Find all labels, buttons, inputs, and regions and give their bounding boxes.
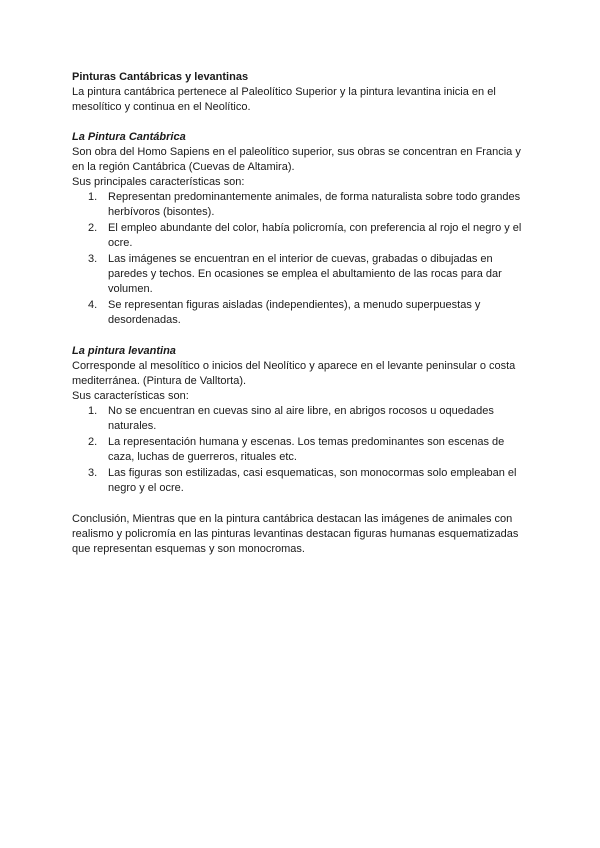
list-item <box>72 221 528 251</box>
cantabrica-list <box>72 190 528 328</box>
document-title: Pinturas Cantábricas y levantinas <box>72 71 249 83</box>
list-item <box>72 252 528 297</box>
list-number: 1. <box>88 405 98 417</box>
list-text: La representación humana y escenas. Los temas predominantes son escenas de caza, luchas de guerreros, rituales etc. <box>108 436 505 463</box>
list-number: 2. <box>88 222 98 234</box>
levantina-description: Corresponde al mesolítico o inicios del Neolítico y aparece en el levante peninsular o costa mediterránea. (Pintura de Valltorta). <box>72 360 516 387</box>
intro-paragraph: La pintura cantábrica pertenece al Paleolítico Superior y la pintura levantina inicia en el mesolítico y continua en el Neolítico. <box>72 86 496 113</box>
list-text: Las figuras son estilizadas, casi esquematicas, son monocormas solo empleaban el negro y el ocre. <box>108 467 517 494</box>
list-item <box>72 404 528 434</box>
list-number: 4. <box>88 299 98 311</box>
list-number: 3. <box>88 467 98 479</box>
levantina-heading: La pintura levantina <box>72 345 176 357</box>
list-item <box>72 298 528 328</box>
list-item <box>72 435 528 465</box>
spacer <box>72 115 528 130</box>
spacer <box>72 497 528 512</box>
cantabrica-description: Son obra del Homo Sapiens en el paleolítico superior, sus obras se concentran en Francia y en la región Cantábrica (Cuevas de Altamira). <box>72 146 521 173</box>
cantabrica-features-intro: Sus principales características son: <box>72 176 245 188</box>
list-item <box>72 190 528 220</box>
list-number: 1. <box>88 191 98 203</box>
list-text: No se encuentran en cuevas sino al aire libre, en abrigos rocosos u oquedades naturales. <box>108 405 494 432</box>
list-text: El empleo abundante del color, había policromía, con preferencia al rojo el negro y el ocre. <box>108 222 522 249</box>
conclusion-paragraph: Conclusión, Mientras que en la pintura cantábrica destacan las imágenes de animales con realismo y policromía en las pinturas levantinas destacan figuras humanas esquematizadas que representan esquemas y son monocromas. <box>72 513 519 555</box>
levantina-features-intro: Sus características son: <box>72 390 189 402</box>
cantabrica-heading: La Pintura Cantábrica <box>72 131 186 143</box>
levantina-list <box>72 404 528 496</box>
list-text: Se representan figuras aisladas (independientes), a menudo superpuestas y desordenadas. <box>108 299 481 326</box>
spacer <box>72 329 528 344</box>
list-text: Las imágenes se encuentran en el interior de cuevas, grabadas o dibujadas en paredes y techos. En ocasiones se emplea el abultamiento de las rocas para dar volumen. <box>108 253 502 295</box>
list-text: Representan predominantemente animales, de forma naturalista sobre todo grandes herbívoros (bisontes). <box>108 191 521 218</box>
list-number: 2. <box>88 436 98 448</box>
list-item <box>72 466 528 496</box>
list-number: 3. <box>88 253 98 265</box>
